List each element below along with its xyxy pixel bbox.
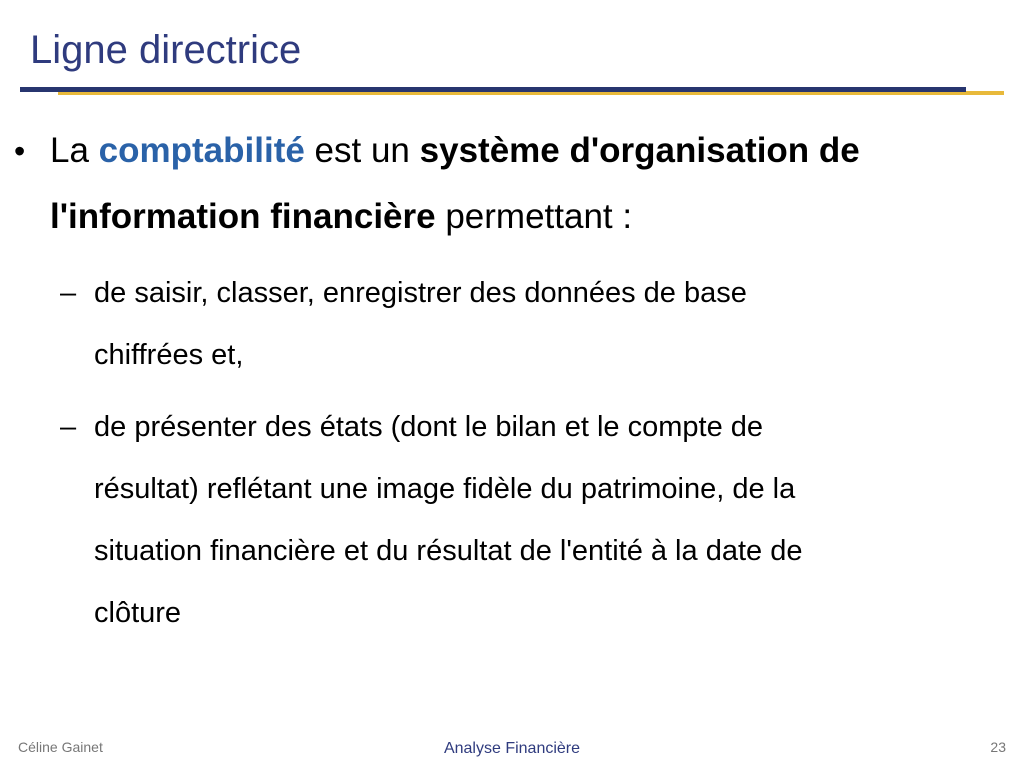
sub-bullet-line: clôture xyxy=(94,597,182,629)
dash-icon: – xyxy=(60,411,77,443)
sub-bullet-item xyxy=(0,396,1024,644)
sub-bullet-line: chiffrées et, xyxy=(94,339,244,371)
sub-bullet-line: résultat) reflétant une image fidèle du patrimoine, de la xyxy=(94,473,796,505)
bullet-term: comptabilité xyxy=(98,131,305,170)
sub-bullet-line: de présenter des états (dont le bilan et le compte de xyxy=(94,411,764,443)
bullet-emphasis-line1: système d'organisation de xyxy=(419,131,860,170)
slide-title: Ligne directrice xyxy=(30,28,302,72)
bullet-dot-icon: • xyxy=(14,133,26,169)
dash-icon: – xyxy=(60,277,77,309)
bullet-prefix: La xyxy=(50,131,89,170)
sub-bullet-line: situation financière et du résultat de l'entité à la date de xyxy=(94,535,803,567)
footer-course-title: Analyse Financière xyxy=(443,740,581,757)
footer-author: Céline Gainet xyxy=(18,739,103,755)
sub-bullet-item xyxy=(0,262,1024,386)
footer-page-number: 23 xyxy=(990,739,1006,755)
bullet-emphasis-line2: l'information financière xyxy=(50,197,436,236)
sub-bullet-line: de saisir, classer, enregistrer des données de base xyxy=(94,277,747,309)
bullet-suffix: permettant : xyxy=(445,197,633,236)
slide-content xyxy=(0,118,1024,654)
title-underline-navy xyxy=(20,87,966,92)
sub-bullet-list xyxy=(0,262,1024,644)
main-bullet xyxy=(0,118,1024,250)
bullet-middle: est un xyxy=(314,131,410,170)
